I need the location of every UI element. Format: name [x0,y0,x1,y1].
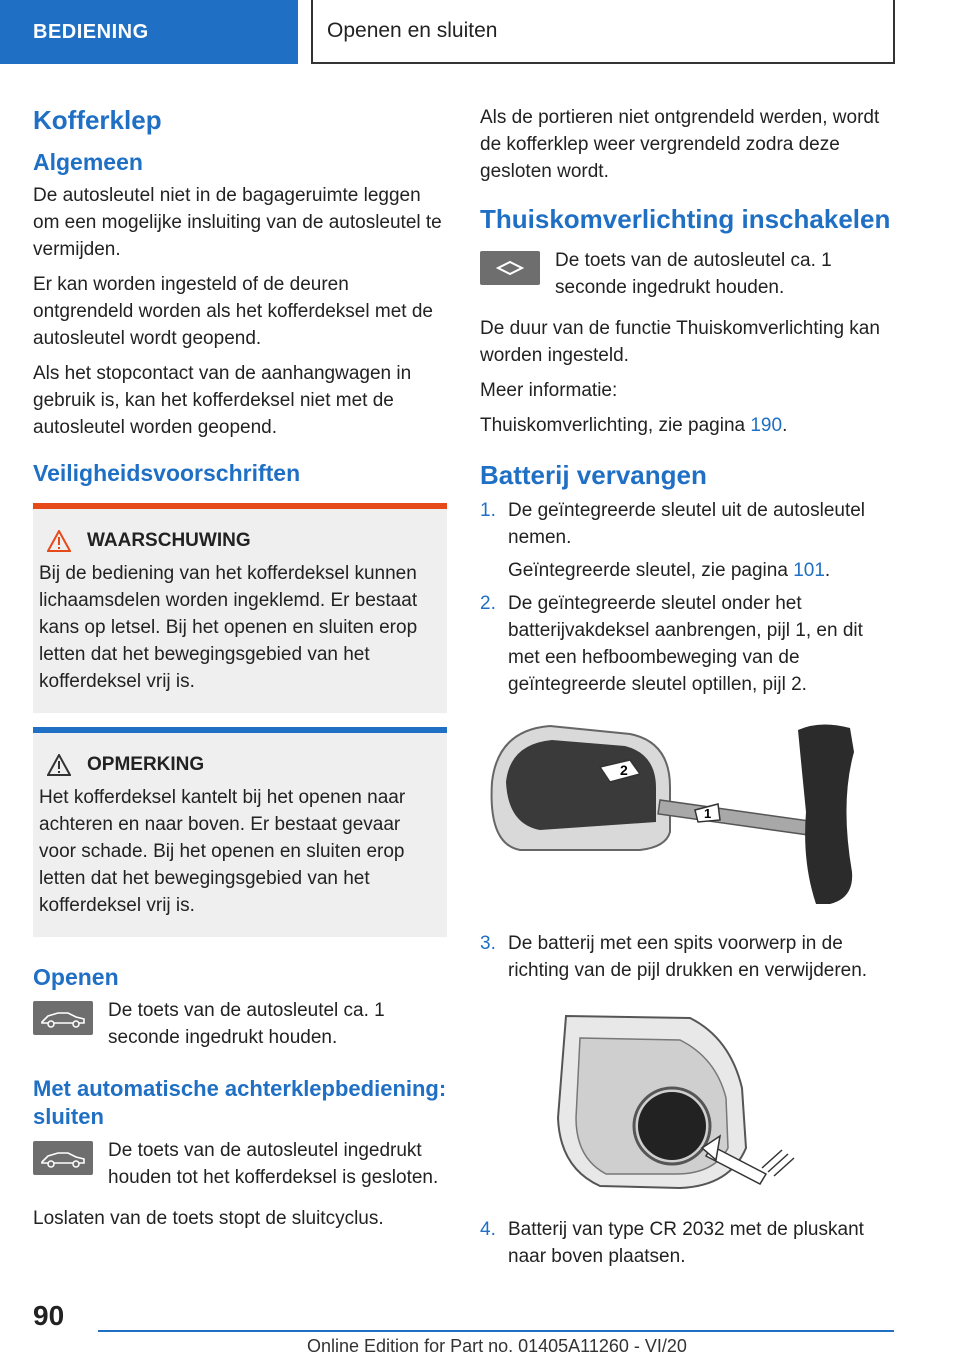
ref-end: . [782,415,788,436]
warning-title: WAARSCHUWING [87,530,251,551]
right-column [480,104,894,1276]
page-link-101[interactable]: 101 [793,560,825,581]
heading-veiligheid: Veiligheidsvoorschriften [33,460,301,486]
auto-text: De toets van de autosleutel ingedrukt houden tot het kofferdeksel is gesloten. [108,1140,439,1188]
warning-title-row [39,527,441,554]
heading-automatisch: Met automatische achterklepbediening: sluiten [33,1076,447,1129]
footer-edition: Online Edition for Part no. 01405A11260 - VI/20 [307,1336,687,1356]
heading-batterij: Batterij vervangen [480,460,707,490]
car-trunk-key-icon [33,1001,93,1035]
heading-thuiskom: Thuiskomverlichting inschakelen [480,204,891,234]
step-number: 1. [480,500,496,521]
step-2 [480,590,894,698]
paragraph: Loslaten van de toets stopt de sluitcyclus. [33,1208,384,1229]
step-text: Batterij van type CR 2032 met de pluskant naar boven plaatsen. [508,1219,864,1267]
step-text: De geïntegreerde sleutel uit de autosleutel nemen. [508,500,866,548]
heading-kofferklep: Kofferklep [33,105,162,135]
battery-removal-illustration [480,998,886,1198]
key-fob-illustration [480,712,886,912]
arrow-label-1: 1 [704,806,712,821]
ref-text: Geïntegreerde sleutel, zie pagina [508,560,794,581]
note-box [33,727,447,937]
warning-text: Bij de bediening van het kofferdeksel kunnen lichaamsdelen worden ingeklemd. Er bestaat kans op letsel. Bij het openen en sluiten erop letten dat het bewegingsgebied van het kofferdeksel vrij is. [39,563,418,692]
heading-openen: Openen [33,964,119,990]
openen-text: De toets van de autosleutel ca. 1 seconde ingedrukt houden. [108,1000,385,1048]
ref-text: Thuiskomverlichting, zie pagina [480,415,751,436]
step-number: 3. [480,933,496,954]
paragraph: Als de portieren niet ontgrendeld werden, wordt de kofferklep weer vergrendeld zodra deze gesloten wordt. [480,107,880,182]
note-text: Het kofferdeksel kantelt bij het openen naar achteren en naar boven. Er bestaat gevaar voor schade. Bij het openen en sluiten erop letten dat het bewegingsgebied van het kofferdeksel vrij is. [39,787,406,916]
thuis-key-text: De toets van de autosleutel ca. 1 seconde ingedrukt houden. [555,250,832,298]
warning-box [33,503,447,713]
arrow-label-2: 2 [620,762,628,778]
thuis-key-row [480,247,894,301]
ref-end: . [824,560,831,581]
section-label: BEDIENING [0,0,298,64]
paragraph: Meer informatie: [480,380,618,401]
paragraph [480,412,894,439]
step-number: 2. [480,593,496,614]
step-1 [480,497,894,584]
step-3 [480,930,894,984]
step-text: De batterij met een spits voorwerp in de richting van de pijl drukken en verwijderen. [508,933,868,981]
warning-triangle-icon [47,530,71,552]
car-trunk-key-icon [33,1141,93,1175]
diamond-key-icon [480,251,540,285]
openen-key-row [33,997,447,1051]
chapter-title: Openen en sluiten [311,0,895,64]
step-sub [508,557,894,584]
auto-key-row [33,1137,447,1191]
note-triangle-icon [47,754,71,776]
note-title: OPMERKING [87,754,205,775]
heading-algemeen: Algemeen [33,149,143,175]
paragraph: De autosleutel niet in de bagageruimte leggen om een mogelijke insluiting van de autosleutel te vermijden. [33,185,442,260]
battery-steps [480,497,894,698]
page-link-190[interactable]: 190 [750,415,783,436]
paragraph: Er kan worden ingesteld of de deuren ontgrendeld worden als het kofferdeksel met de autosleutel wordt geopend. [33,274,433,349]
battery-steps-end [480,1216,894,1270]
note-title-row [39,751,441,778]
footer-rule [98,1330,894,1332]
step-text: De geïntegreerde sleutel onder het batterijvakdeksel aanbrengen, pijl 1, en dit met een hefboombeweging van de geïntegreerde sleutel optillen, pijl 2. [508,593,863,695]
battery-steps-cont [480,930,894,984]
page-number: 90 [33,1300,65,1331]
step-4 [480,1216,894,1270]
paragraph: Als het stopcontact van de aanhangwagen in gebruik is, kan het kofferdeksel niet met de autosleutel worden geopend. [33,363,412,438]
step-number: 4. [480,1219,496,1240]
paragraph: De duur van de functie Thuiskomverlichting kan worden ingesteld. [480,318,880,366]
page-header [0,0,960,66]
left-column [33,104,447,1240]
